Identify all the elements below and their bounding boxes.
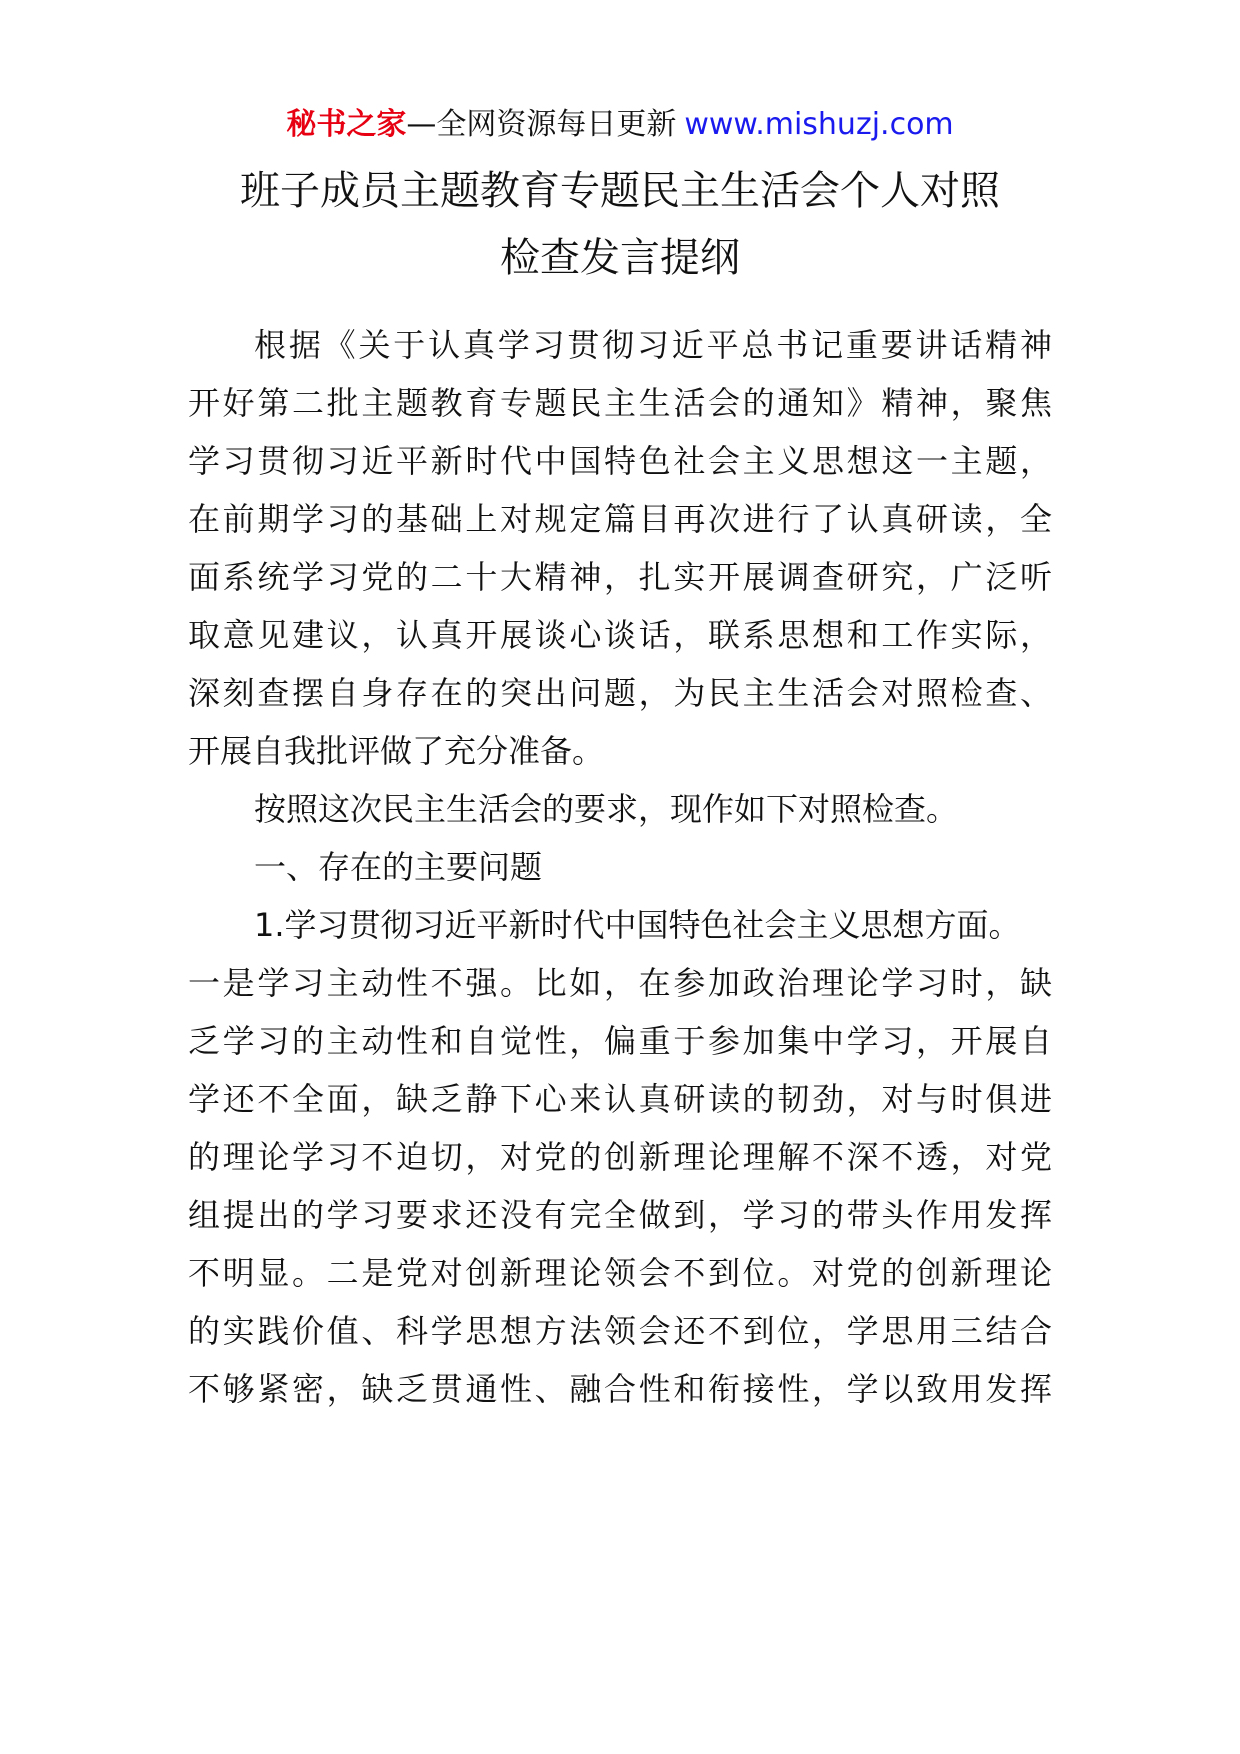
body-line: 开展自我批评做了充分准备。 [188, 732, 605, 770]
header-tagline: —全网资源每日更新 [406, 107, 677, 142]
body-line: 开好第二批主题教育专题民主生活会的通知》精神，聚焦 [188, 384, 1052, 422]
body-line: 根据《关于认真学习贯彻习近平总书记重要讲话精神 [254, 326, 1052, 364]
body-line: 取意见建议，认真开展谈心谈话，联系思想和工作实际， [188, 616, 1052, 654]
body-line: 面系统学习党的二十大精神，扎实开展调查研究，广泛听 [188, 558, 1052, 596]
body-line: 不够紧密，缺乏贯通性、融合性和衔接性，学以致用发挥 [188, 1370, 1052, 1408]
subsection-heading: 1.学习贯彻习近平新时代中国特色社会主义思想方面。 [254, 906, 1021, 944]
site-header [0, 100, 1240, 150]
body-line: 在前期学习的基础上对规定篇目再次进行了认真研读，全 [188, 500, 1052, 538]
body-line: 组提出的学习要求还没有完全做到，学习的带头作用发挥 [188, 1196, 1052, 1234]
body-line: 一是学习主动性不强。比如，在参加政治理论学习时，缺 [188, 964, 1052, 1002]
body-line: 不明显。二是党对创新理论领会不到位。对党的创新理论 [188, 1254, 1052, 1292]
brand-name: 秘书之家 [286, 107, 407, 142]
document-title-line-1: 班子成员主题教育专题民主生活会个人对照 [240, 168, 1000, 214]
document-title-line-2: 检查发言提纲 [500, 235, 740, 281]
body-line: 乏学习的主动性和自觉性，偏重于参加集中学习，开展自 [188, 1022, 1052, 1060]
section-heading: 一、存在的主要问题 [254, 848, 543, 886]
body-line: 的实践价值、科学思想方法领会还不到位，学思用三结合 [188, 1312, 1052, 1350]
body-line: 学还不全面，缺乏静下心来认真研读的韧劲，对与时俱进 [188, 1080, 1052, 1118]
body-line: 的理论学习不迫切，对党的创新理论理解不深不透，对党 [188, 1138, 1052, 1176]
body-line: 深刻查摆自身存在的突出问题，为民主生活会对照检查、 [188, 674, 1052, 712]
site-url-link[interactable]: www.mishuzj.com [684, 107, 954, 142]
body-line: 学习贯彻习近平新时代中国特色社会主义思想这一主题， [188, 442, 1052, 480]
body-line: 按照这次民主生活会的要求，现作如下对照检查。 [254, 790, 959, 828]
